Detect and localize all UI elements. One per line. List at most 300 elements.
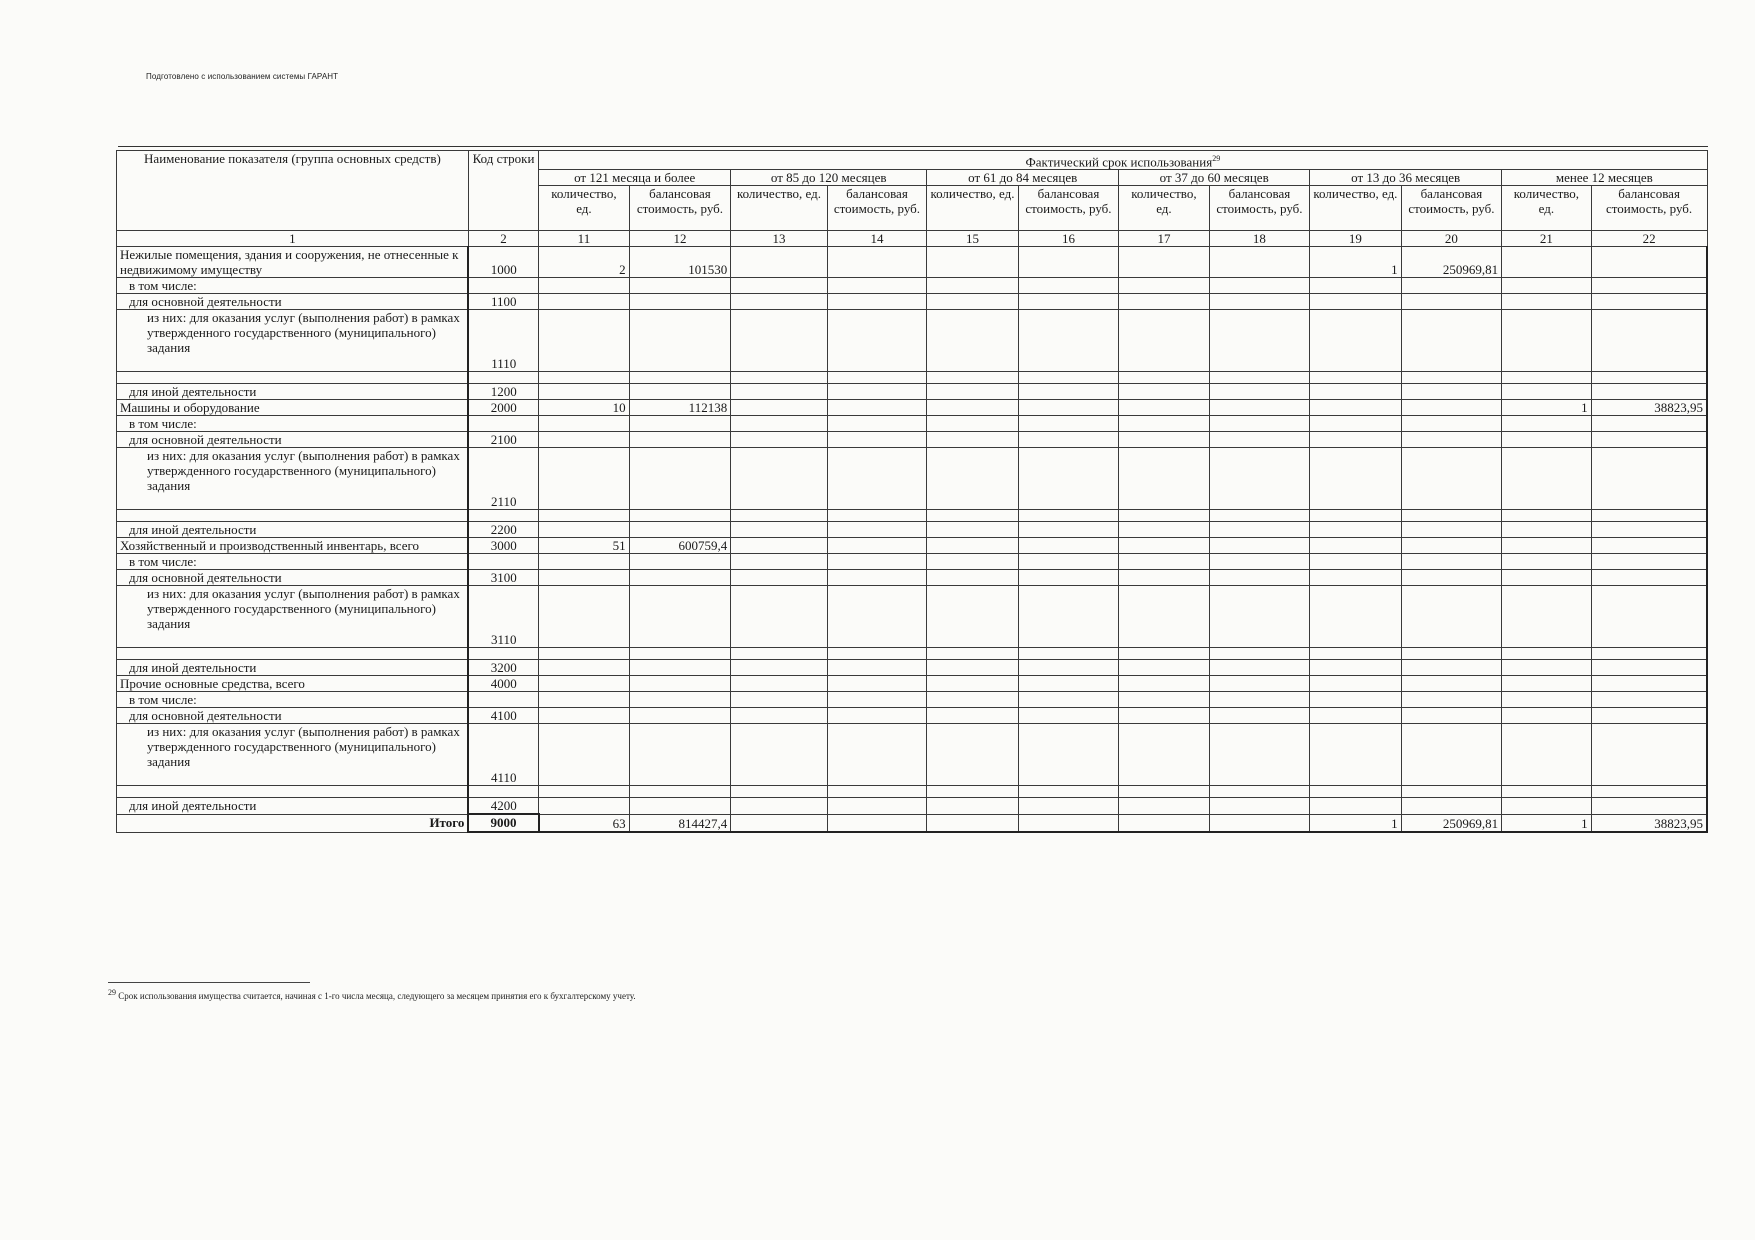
column-number: 22 (1591, 231, 1707, 247)
value-cell (731, 310, 828, 372)
value-cell (1018, 708, 1119, 724)
value-cell (1591, 554, 1707, 570)
value-cell (1209, 660, 1310, 676)
value-cell (731, 294, 828, 310)
value-cell (927, 522, 1018, 538)
value-cell (731, 676, 828, 692)
value-cell (629, 648, 731, 660)
value-cell (1310, 798, 1401, 815)
value-cell (827, 538, 927, 554)
table-row (117, 400, 1708, 416)
header-code-col: Код строки (468, 151, 538, 231)
value-cell (731, 247, 828, 278)
value-cell (1018, 247, 1119, 278)
row-label: из них: для оказания услуг (выполнения работ) в рамках утвержденного государственного (муниципального) задания (117, 724, 469, 786)
value-cell (1018, 798, 1119, 815)
value-cell (827, 692, 927, 708)
value-cell (1502, 692, 1591, 708)
footnote-text: Срок использования имущества считается, начиная с 1-го числа месяца, следующего за месяцем принятия его к бухгалтерскому учету. (118, 991, 636, 1001)
value-cell (1401, 648, 1502, 660)
value-cell (539, 278, 629, 294)
value-cell (927, 247, 1018, 278)
value-cell (1209, 510, 1310, 522)
value-cell (827, 648, 927, 660)
value-cell (1502, 660, 1591, 676)
value-cell (539, 372, 629, 384)
value-cell (731, 786, 828, 798)
value-cell (539, 708, 629, 724)
table-row (117, 692, 1708, 708)
value-cell (1119, 247, 1209, 278)
value-cell (1591, 648, 1707, 660)
row-label: Прочие основные средства, всего (117, 676, 469, 692)
value-cell (1209, 692, 1310, 708)
value-cell (1018, 510, 1119, 522)
row-code: 4200 (468, 798, 538, 815)
value-cell (629, 798, 731, 815)
total-label: Итого (117, 814, 469, 832)
period-header: от 13 до 36 месяцев (1310, 170, 1502, 186)
total-value-cell: 63 (539, 814, 629, 832)
value-cell (1502, 538, 1591, 554)
row-code: 3110 (468, 586, 538, 648)
table-row (117, 448, 1708, 510)
value-cell (1018, 538, 1119, 554)
value-cell (927, 724, 1018, 786)
row-code: 1110 (468, 310, 538, 372)
value-cell (1119, 798, 1209, 815)
value-cell: 101530 (629, 247, 731, 278)
total-value-cell (1119, 814, 1209, 832)
value-cell (1018, 648, 1119, 660)
value-cell (1502, 786, 1591, 798)
value-cell (731, 798, 828, 815)
value-cell (731, 570, 828, 586)
value-cell (1401, 786, 1502, 798)
value-cell (731, 384, 828, 400)
value-cell (1310, 660, 1401, 676)
row-label: в том числе: (117, 416, 469, 432)
value-cell (1401, 384, 1502, 400)
value-cell (1310, 522, 1401, 538)
value-cell (1310, 384, 1401, 400)
value-cell (927, 294, 1018, 310)
value-cell (731, 538, 828, 554)
row-code: 2200 (468, 522, 538, 538)
value-cell (827, 554, 927, 570)
total-value-cell: 1 (1310, 814, 1401, 832)
row-code (468, 648, 538, 660)
value-cell (1119, 676, 1209, 692)
period-header: от 121 месяца и более (539, 170, 731, 186)
value-cell (1310, 708, 1401, 724)
column-number: 1 (117, 231, 469, 247)
value-cell (1502, 432, 1591, 448)
value-cell (731, 586, 828, 648)
row-label: Хозяйственный и производственный инвентарь, всего (117, 538, 469, 554)
value-cell (1401, 310, 1502, 372)
value-cell (1018, 372, 1119, 384)
value-cell (1401, 692, 1502, 708)
value-cell (827, 724, 927, 786)
value-cell (1018, 400, 1119, 416)
value-cell (1591, 278, 1707, 294)
row-label (117, 648, 469, 660)
value-cell (629, 432, 731, 448)
value-cell: 2 (539, 247, 629, 278)
value-cell (1591, 522, 1707, 538)
value-cell (927, 448, 1018, 510)
value-cell (731, 660, 828, 676)
value-cell (1119, 510, 1209, 522)
row-code (468, 786, 538, 798)
value-cell (927, 432, 1018, 448)
value-cell (1209, 538, 1310, 554)
table-row (117, 432, 1708, 448)
value-cell (539, 522, 629, 538)
value-cell (1401, 538, 1502, 554)
value-cell (1401, 798, 1502, 815)
table-top-rule (118, 146, 1708, 147)
column-number: 13 (731, 231, 828, 247)
value-cell (539, 570, 629, 586)
value-cell (1209, 724, 1310, 786)
value-cell (1209, 372, 1310, 384)
table-row (117, 416, 1708, 432)
total-value-cell (827, 814, 927, 832)
value-cell (927, 648, 1018, 660)
value-cell (827, 786, 927, 798)
total-value-cell: 250969,81 (1401, 814, 1502, 832)
value-cell (1119, 570, 1209, 586)
row-label: в том числе: (117, 278, 469, 294)
value-cell (1119, 522, 1209, 538)
table-row (117, 310, 1708, 372)
value-cell (629, 676, 731, 692)
value-cell (629, 708, 731, 724)
value-cell (1310, 554, 1401, 570)
column-number: 19 (1310, 231, 1401, 247)
table-row (117, 570, 1708, 586)
row-code: 4110 (468, 724, 538, 786)
value-cell (1502, 676, 1591, 692)
total-value-cell: 1 (1502, 814, 1591, 832)
value-cell (1502, 570, 1591, 586)
total-value-cell (1209, 814, 1310, 832)
value-cell (731, 648, 828, 660)
value-cell (827, 510, 927, 522)
row-label: для иной деятельности (117, 660, 469, 676)
table-row (117, 278, 1708, 294)
value-cell (1502, 384, 1591, 400)
value-cell (1591, 372, 1707, 384)
value-cell: 38823,95 (1591, 400, 1707, 416)
value-cell (827, 247, 927, 278)
value-cell (927, 372, 1018, 384)
value-cell (1209, 708, 1310, 724)
value-cell (1119, 448, 1209, 510)
table-header (117, 151, 1708, 247)
value-cell (629, 278, 731, 294)
value-cell (927, 708, 1018, 724)
row-code (468, 372, 538, 384)
value-cell (1018, 676, 1119, 692)
row-label: для иной деятельности (117, 522, 469, 538)
table-row (117, 786, 1708, 798)
total-value-cell (927, 814, 1018, 832)
value-cell (927, 278, 1018, 294)
value-cell (1401, 278, 1502, 294)
row-code (468, 554, 538, 570)
value-cell (1119, 294, 1209, 310)
value-cell (539, 384, 629, 400)
row-code: 1100 (468, 294, 538, 310)
value-cell (827, 384, 927, 400)
row-code: 3000 (468, 538, 538, 554)
value-cell (1401, 724, 1502, 786)
period-header: от 61 до 84 месяцев (927, 170, 1119, 186)
value-cell (827, 570, 927, 586)
value-cell (1119, 554, 1209, 570)
value-cell (629, 786, 731, 798)
value-cell (1310, 648, 1401, 660)
value-cell (1591, 798, 1707, 815)
row-label (117, 786, 469, 798)
value-cell (1502, 586, 1591, 648)
value-cell (1209, 247, 1310, 278)
value-cell (1310, 294, 1401, 310)
column-number: 11 (539, 231, 629, 247)
row-label: для основной деятельности (117, 432, 469, 448)
value-cell (827, 294, 927, 310)
value-cell (927, 586, 1018, 648)
value-cell (1310, 724, 1401, 786)
value-cell (629, 372, 731, 384)
value-cell (1502, 247, 1591, 278)
footnote-rule (108, 982, 310, 983)
value-cell (827, 278, 927, 294)
row-label: для иной деятельности (117, 384, 469, 400)
value-cell (827, 372, 927, 384)
value-cell (927, 400, 1018, 416)
qty-header: количество, ед. (1502, 186, 1591, 231)
value-cell (1591, 432, 1707, 448)
row-label: из них: для оказания услуг (выполнения работ) в рамках утвержденного государственного (муниципального) задания (117, 310, 469, 372)
value-cell (1119, 648, 1209, 660)
value-cell (731, 400, 828, 416)
value-cell (927, 416, 1018, 432)
value-cell (1401, 510, 1502, 522)
value-cell (827, 432, 927, 448)
value-cell (1401, 586, 1502, 648)
value-cell (539, 310, 629, 372)
value-cell (1502, 708, 1591, 724)
value-cell (629, 510, 731, 522)
value-cell (731, 724, 828, 786)
value-cell (827, 676, 927, 692)
value-cell (629, 724, 731, 786)
value-cell (1209, 448, 1310, 510)
value-cell (927, 310, 1018, 372)
row-label: из них: для оказания услуг (выполнения работ) в рамках утвержденного государственного (муниципального) задания (117, 586, 469, 648)
row-label: из них: для оказания услуг (выполнения работ) в рамках утвержденного государственного (муниципального) задания (117, 448, 469, 510)
value-cell (1401, 432, 1502, 448)
value-cell (827, 310, 927, 372)
value-cell (927, 384, 1018, 400)
row-code: 3100 (468, 570, 538, 586)
table-row (117, 372, 1708, 384)
value-cell (539, 554, 629, 570)
value-cell (1119, 416, 1209, 432)
value-cell (1591, 416, 1707, 432)
value-cell (827, 400, 927, 416)
value-cell (629, 570, 731, 586)
value-cell (827, 586, 927, 648)
value-cell (1502, 310, 1591, 372)
value-cell (1310, 510, 1401, 522)
value-header: балансовая стоимость, руб. (1401, 186, 1502, 231)
value-cell (1209, 294, 1310, 310)
value-cell (1310, 692, 1401, 708)
value-cell (1119, 586, 1209, 648)
value-cell (539, 648, 629, 660)
value-cell (1401, 294, 1502, 310)
value-cell (927, 692, 1018, 708)
value-cell (1119, 786, 1209, 798)
value-cell (731, 692, 828, 708)
value-cell (1310, 400, 1401, 416)
value-cell (731, 416, 828, 432)
value-cell (1119, 708, 1209, 724)
value-cell (1119, 372, 1209, 384)
row-code: 3200 (468, 660, 538, 676)
value-cell (827, 448, 927, 510)
value-cell (1502, 798, 1591, 815)
table-row (117, 554, 1708, 570)
value-cell (1502, 372, 1591, 384)
value-cell (927, 554, 1018, 570)
value-cell (1310, 372, 1401, 384)
value-cell (731, 372, 828, 384)
value-cell (1018, 554, 1119, 570)
value-cell (1502, 294, 1591, 310)
value-cell (1018, 692, 1119, 708)
value-cell (1209, 586, 1310, 648)
value-cell: 1 (1310, 247, 1401, 278)
col-number-row (117, 231, 1708, 247)
value-cell (1401, 660, 1502, 676)
value-cell (1018, 786, 1119, 798)
value-cell (539, 448, 629, 510)
value-cell (1209, 400, 1310, 416)
value-cell (629, 448, 731, 510)
value-cell (1591, 676, 1707, 692)
value-cell (1119, 400, 1209, 416)
row-code: 2110 (468, 448, 538, 510)
column-number: 2 (468, 231, 538, 247)
row-code: 4100 (468, 708, 538, 724)
value-cell (1401, 448, 1502, 510)
row-label: для основной деятельности (117, 294, 469, 310)
value-cell (1209, 432, 1310, 448)
value-cell (731, 278, 828, 294)
row-label (117, 510, 469, 522)
value-cell (629, 294, 731, 310)
value-cell (1591, 247, 1707, 278)
table-row (117, 724, 1708, 786)
value-cell (1310, 538, 1401, 554)
value-header: балансовая стоимость, руб. (1591, 186, 1707, 231)
value-cell (1310, 586, 1401, 648)
value-cell (1591, 586, 1707, 648)
value-cell (629, 692, 731, 708)
value-cell (539, 586, 629, 648)
value-cell (731, 708, 828, 724)
value-cell (1018, 660, 1119, 676)
row-code (468, 692, 538, 708)
value-cell (629, 384, 731, 400)
value-cell (927, 538, 1018, 554)
header-actual-term: Фактический срок использования$^{29}$ (539, 151, 1707, 170)
value-cell (629, 522, 731, 538)
row-code: 1000 (468, 247, 538, 278)
table-row (117, 510, 1708, 522)
value-cell (539, 432, 629, 448)
value-cell (1591, 786, 1707, 798)
column-number: 14 (827, 231, 927, 247)
value-cell (1310, 310, 1401, 372)
value-cell (539, 510, 629, 522)
table-row (117, 708, 1708, 724)
value-cell (1209, 786, 1310, 798)
table-body (117, 247, 1708, 833)
total-value-cell: 814427,4 (629, 814, 731, 832)
value-cell (927, 510, 1018, 522)
value-cell (927, 570, 1018, 586)
column-number: 21 (1502, 231, 1591, 247)
value-cell (1018, 570, 1119, 586)
value-cell (1119, 724, 1209, 786)
value-cell (827, 708, 927, 724)
value-cell (1502, 278, 1591, 294)
row-code (468, 510, 538, 522)
value-header: балансовая стоимость, руб. (827, 186, 927, 231)
value-cell (1018, 586, 1119, 648)
value-cell (539, 416, 629, 432)
value-cell (1310, 786, 1401, 798)
value-cell (629, 660, 731, 676)
value-cell (1209, 522, 1310, 538)
value-cell (1310, 432, 1401, 448)
value-cell (927, 660, 1018, 676)
value-cell (1018, 522, 1119, 538)
value-cell (1502, 648, 1591, 660)
value-cell (629, 416, 731, 432)
value-cell (1209, 554, 1310, 570)
table-row (117, 294, 1708, 310)
value-cell: 600759,4 (629, 538, 731, 554)
total-value-cell (1018, 814, 1119, 832)
value-header: балансовая стоимость, руб. (1209, 186, 1310, 231)
value-cell (1591, 384, 1707, 400)
footnote (108, 988, 636, 1001)
total-code: 9000 (468, 814, 538, 832)
value-cell (1209, 278, 1310, 294)
total-value-cell (731, 814, 828, 832)
value-cell (1018, 384, 1119, 400)
value-cell (1401, 708, 1502, 724)
qty-header: количество, ед. (731, 186, 828, 231)
